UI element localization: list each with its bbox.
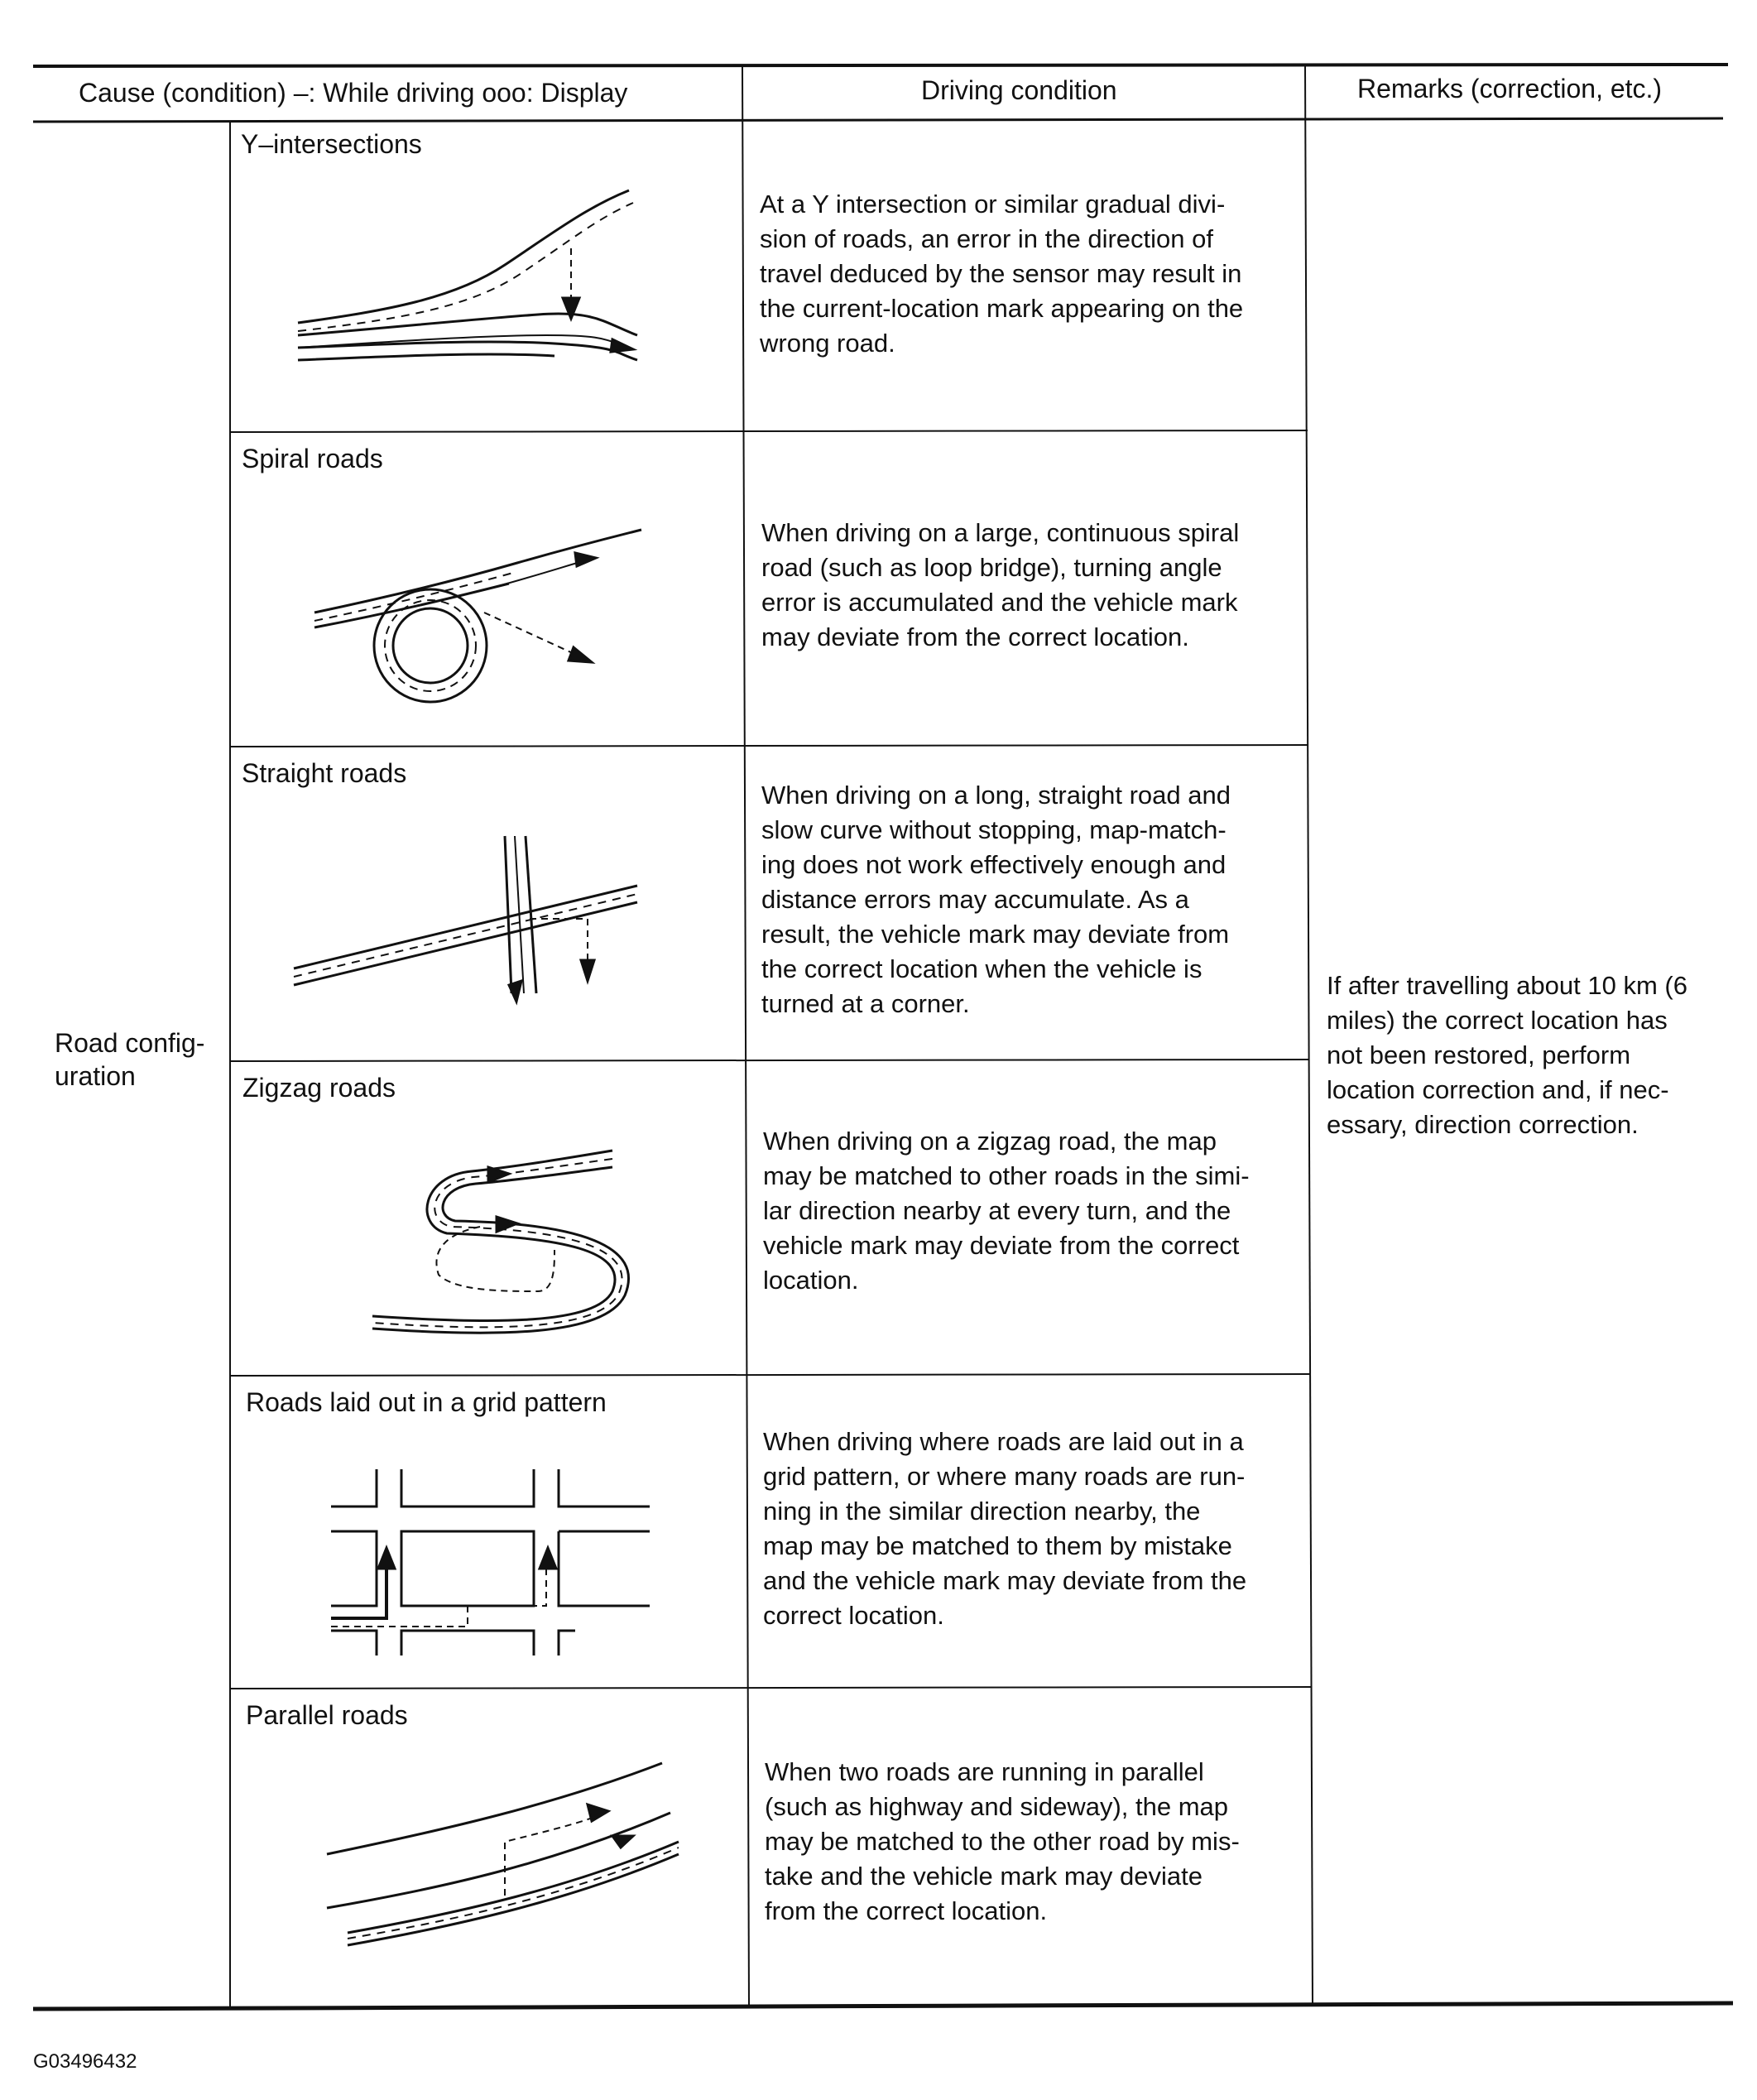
description-spiral-roads: When driving on a large, continuous spiral road (such as loop bridge), turning angle error is accumulated and the vehicle mark may deviate from the correct location. <box>761 518 1240 651</box>
parallel-roads-diagram <box>323 1755 703 1953</box>
row-label-straight-roads: Straight roads <box>242 758 407 788</box>
row-label-zigzag-roads: Zigzag roads <box>242 1073 396 1103</box>
description-parallel-roads: When two roads are running in parallel (such as highway and sideway), the map may be matched to the other road by mis- take and the vehicle mark may deviate from the correct location. <box>765 1757 1240 1925</box>
description-zigzag-roads: When driving on a zigzag road, the map may be matched to other roads in the simi- lar direction nearby at every turn, and the vehicle mark may deviate from the correct location. <box>763 1127 1250 1295</box>
row-label-grid-roads: Roads laid out in a grid pattern <box>246 1387 607 1417</box>
header-cause: Cause (condition) –: While driving ooo: Display <box>79 78 628 108</box>
y-intersection-diagram <box>290 174 670 372</box>
spiral-road-diagram <box>310 488 691 704</box>
row-label-parallel-roads: Parallel roads <box>246 1700 408 1730</box>
category-label: Road config- uration <box>55 1028 205 1091</box>
figure-code: G03496432 <box>33 2050 137 2073</box>
header-remarks: Remarks (correction, etc.) <box>1357 74 1663 103</box>
grid-roads-diagram <box>327 1465 674 1664</box>
straight-road-diagram <box>290 828 670 1026</box>
row-label-spiral-roads: Spiral roads <box>242 444 383 473</box>
description-straight-roads: When driving on a long, straight road and slow curve without stopping, map-match- ing does not work effectively enough and distance errors may accumulate. As a result, the vehicle mark may deviate from the correct location when the vehicle is turned at a corner. <box>761 781 1231 1018</box>
row-label-y-intersections: Y–intersections <box>241 129 422 159</box>
description-grid-roads: When driving where roads are laid out in a grid pattern, or where many roads are run- ning in the similar direction nearby, the map may be matched to them by mistake and the vehicle mark may deviate from the correct location. <box>763 1427 1247 1630</box>
description-y-intersections: At a Y intersection or similar gradual divi- sion of roads, an error in the direction of travel deduced by the sensor may result in the current-location mark appearing on the wrong road. <box>760 190 1244 358</box>
zigzag-road-diagram <box>364 1134 745 1349</box>
header-driving-condition: Driving condition <box>921 75 1117 105</box>
remarks-text: If after travelling about 10 km (6 miles) the correct location has not been restored, perform location correction and, if nec- essary, direction correction. <box>1327 971 1687 1139</box>
